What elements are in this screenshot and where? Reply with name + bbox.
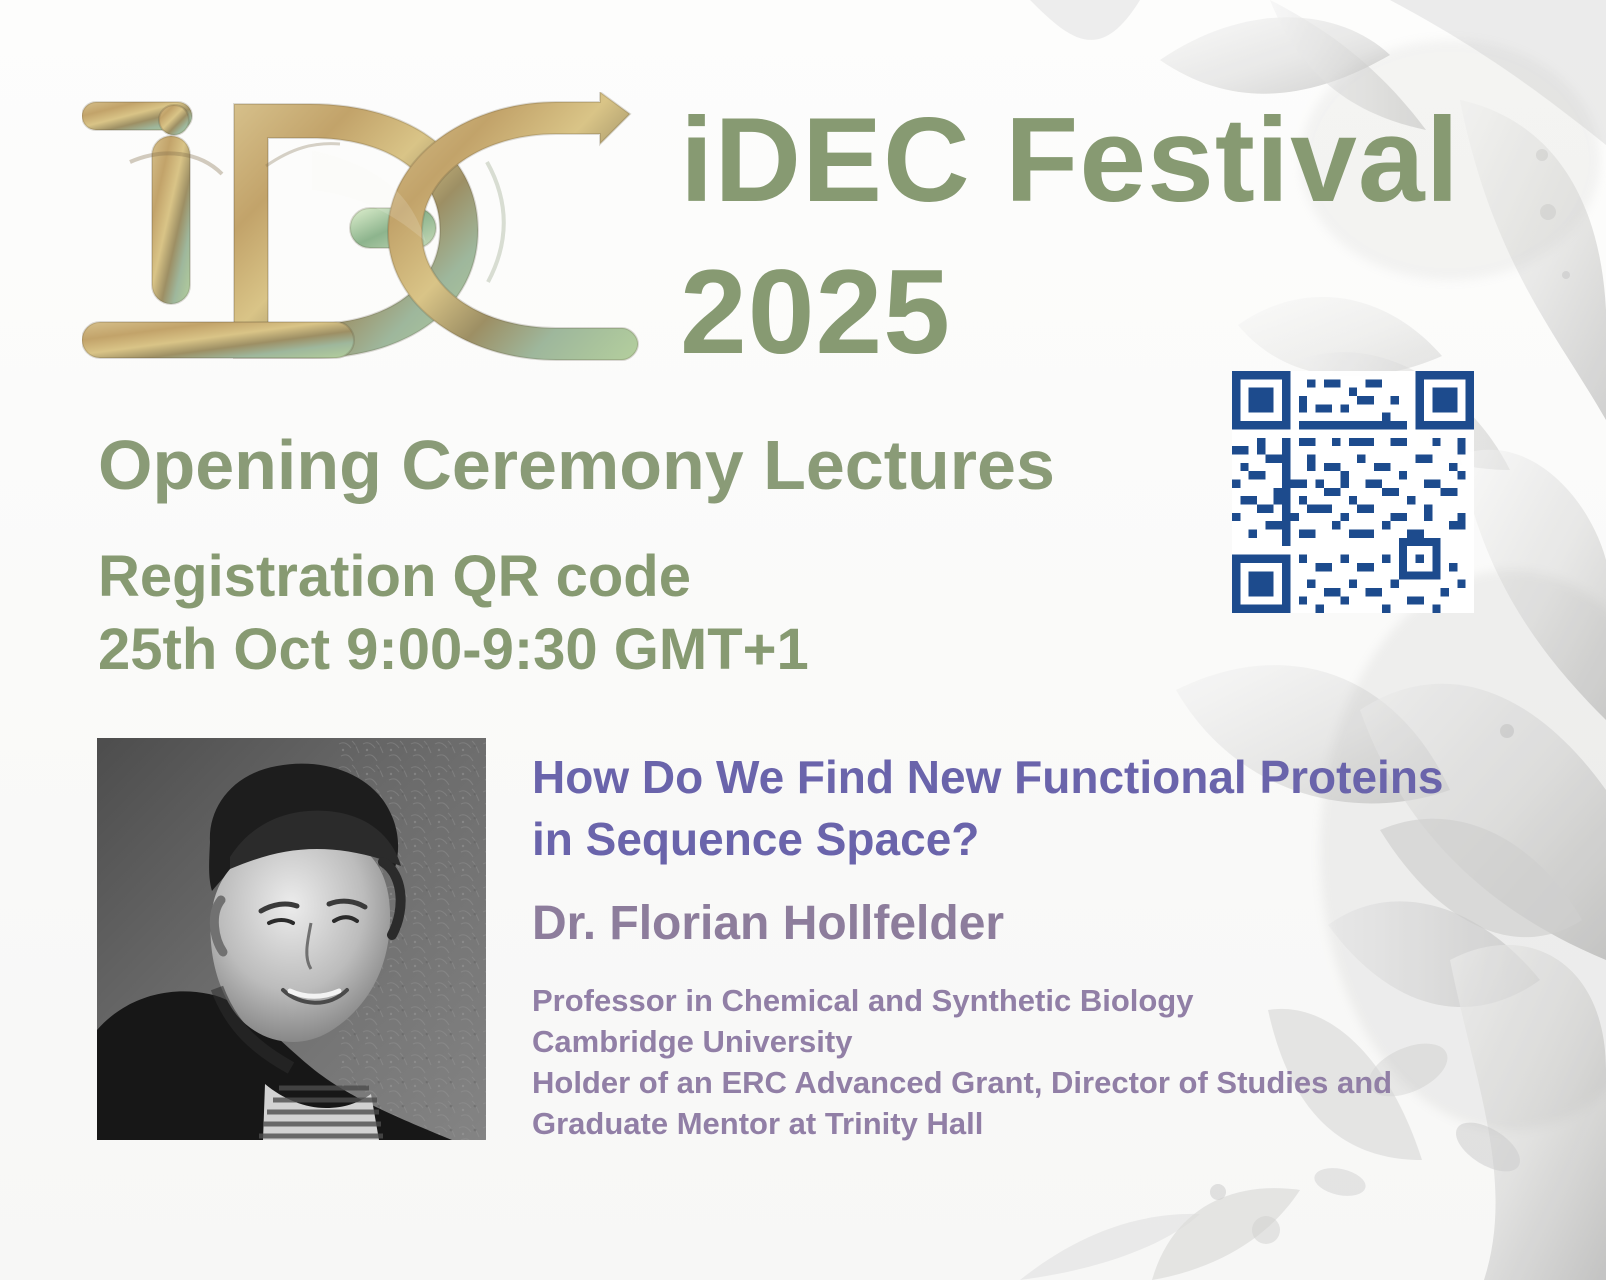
affiliation-line: Graduate Mentor at Trinity Hall — [532, 1106, 984, 1141]
affiliation-line: Professor in Chemical and Synthetic Biology — [532, 983, 1194, 1018]
speaker-name: Dr. Florian Hollfelder — [532, 897, 1005, 950]
festival-title-line-2: 2025 — [680, 245, 951, 379]
speaker-portrait-icon — [97, 738, 486, 1140]
festival-title — [680, 84, 1560, 388]
event-date-time: 25th Oct 9:00-9:30 GMT+1 — [98, 617, 809, 682]
affiliation-line: Holder of an ERC Advanced Grant, Director of Studies and — [532, 1065, 1393, 1100]
lecture-title — [532, 746, 1572, 870]
registration-label: Registration QR code — [98, 544, 691, 609]
speaker-affiliations — [532, 980, 1392, 1144]
lecture-title-line-1: How Do We Find New Functional Proteins — [532, 751, 1444, 803]
idec-logo-icon — [82, 92, 652, 372]
opening-ceremony-subtitle: Opening Ceremony Lectures — [98, 426, 1055, 504]
lecture-title-line-2: in Sequence Space? — [532, 813, 980, 865]
registration-block — [98, 540, 809, 686]
festival-title-line-1: iDEC Festival — [680, 93, 1460, 227]
affiliation-line: Cambridge University — [532, 1024, 853, 1059]
qr-code-icon[interactable] — [1232, 371, 1474, 613]
